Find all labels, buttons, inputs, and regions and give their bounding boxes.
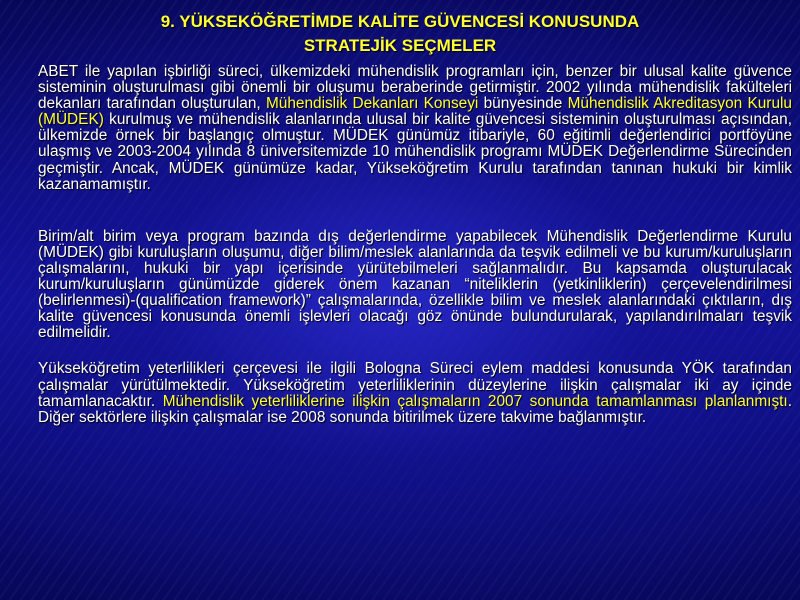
paragraph-1: [38, 64, 792, 193]
paragraph-text: ABET ile yapılan işbirliği süreci, ülkemizdeki mühendislik programları için, benzer bir ulusal kalite güvence sisteminin oluşturulması gibi önemli bir oluşumu beraberinde getirmiştir. 2002 yılında mühendislik fakülteleri dekanları tarafından oluşturulan,: [38, 63, 792, 113]
paragraph-text: Yükseköğretim yeterlilikleri çerçevesi ile ilgili Bologna Süreci eylem maddesi konusunda YÖK tarafından çalışmalar yürütülmektedir. Yükseköğretim yeterliliklerinin düzeylerine ilişkin çalışmalar iki ay içinde tamamlanacaktır.: [38, 360, 792, 410]
slide-title-line-1: 9. YÜKSEKÖĞRETİMDE KALİTE GÜVENCESİ KONUSUNDA: [160, 12, 640, 31]
paragraph-text: kurulmuş ve mühendislik alanlarında ulusal bir kalite güvencesi sisteminin oluşturulması açısından, ülkemizde örnek bir başlangıç olmuştur. MÜDEK günümüz itibariyle, 60 eğitimli değerlendirici portföyüne ulaşmış ve 2003-2004 yılında 8 üniversitemizde 10 mühendislik programı MÜDEK Değerlendirme Sürecinden geçmiştir. Ancak, MÜDEK günümüze kadar, Yükseköğretim Kurulu tarafından tanınan hukuki bir kimlik kazanamamıştır.: [38, 111, 792, 193]
slide-title-line-2: STRATEJİK SEÇMELER: [303, 36, 497, 55]
paragraph-text: . Diğer sektörlere ilişkin çalışmalar ise 2008 sonunda bitirilmek üzere takvime bağlanmıştır.: [38, 392, 792, 426]
paragraph-2: [38, 229, 792, 342]
paragraph-text: bünyesinde: [478, 95, 568, 113]
highlighted-text: Mühendislik Dekanları Konseyi: [265, 95, 479, 113]
highlighted-text: Mühendislik yeterliliklerine ilişkin çalışmaların 2007 sonunda tamamlanması planlanmıştı: [162, 392, 788, 410]
paragraph-3: [38, 361, 792, 425]
paragraph-text: Birim/alt birim veya program bazında dış değerlendirme yapabilecek Mühendislik Değerlendirme Kurulu (MÜDEK) gibi kuruluşların oluşumu, diğer bilim/meslek alanlarında da teşvik edilmeli ve bu kurum/kuruluşların çalışmalarını, hukuki bir yapı içerisinde yürütebilmeleri sağlanmalıdır. Bu kapsamda oluşturulacak kurum/kuruluşların günümüzde giderek önem kazanan “niteliklerin (yetkinliklerin) çerçevelendirilmesi (belirlenmesi)-(qualification framework)” çalışmalarında, özellikle bilim ve meslek alanlarındaki çıktıların, dış kalite güvencesi konusunda önemli işlevleri olacağı göz önünde bulundurularak, yapılandırılmaları teşvik edilmelidir.: [38, 227, 792, 342]
slide-body: [38, 64, 792, 426]
highlighted-text: Mühendislik Akreditasyon Kurulu (MÜDEK): [38, 95, 792, 129]
slide-title: [0, 10, 800, 58]
